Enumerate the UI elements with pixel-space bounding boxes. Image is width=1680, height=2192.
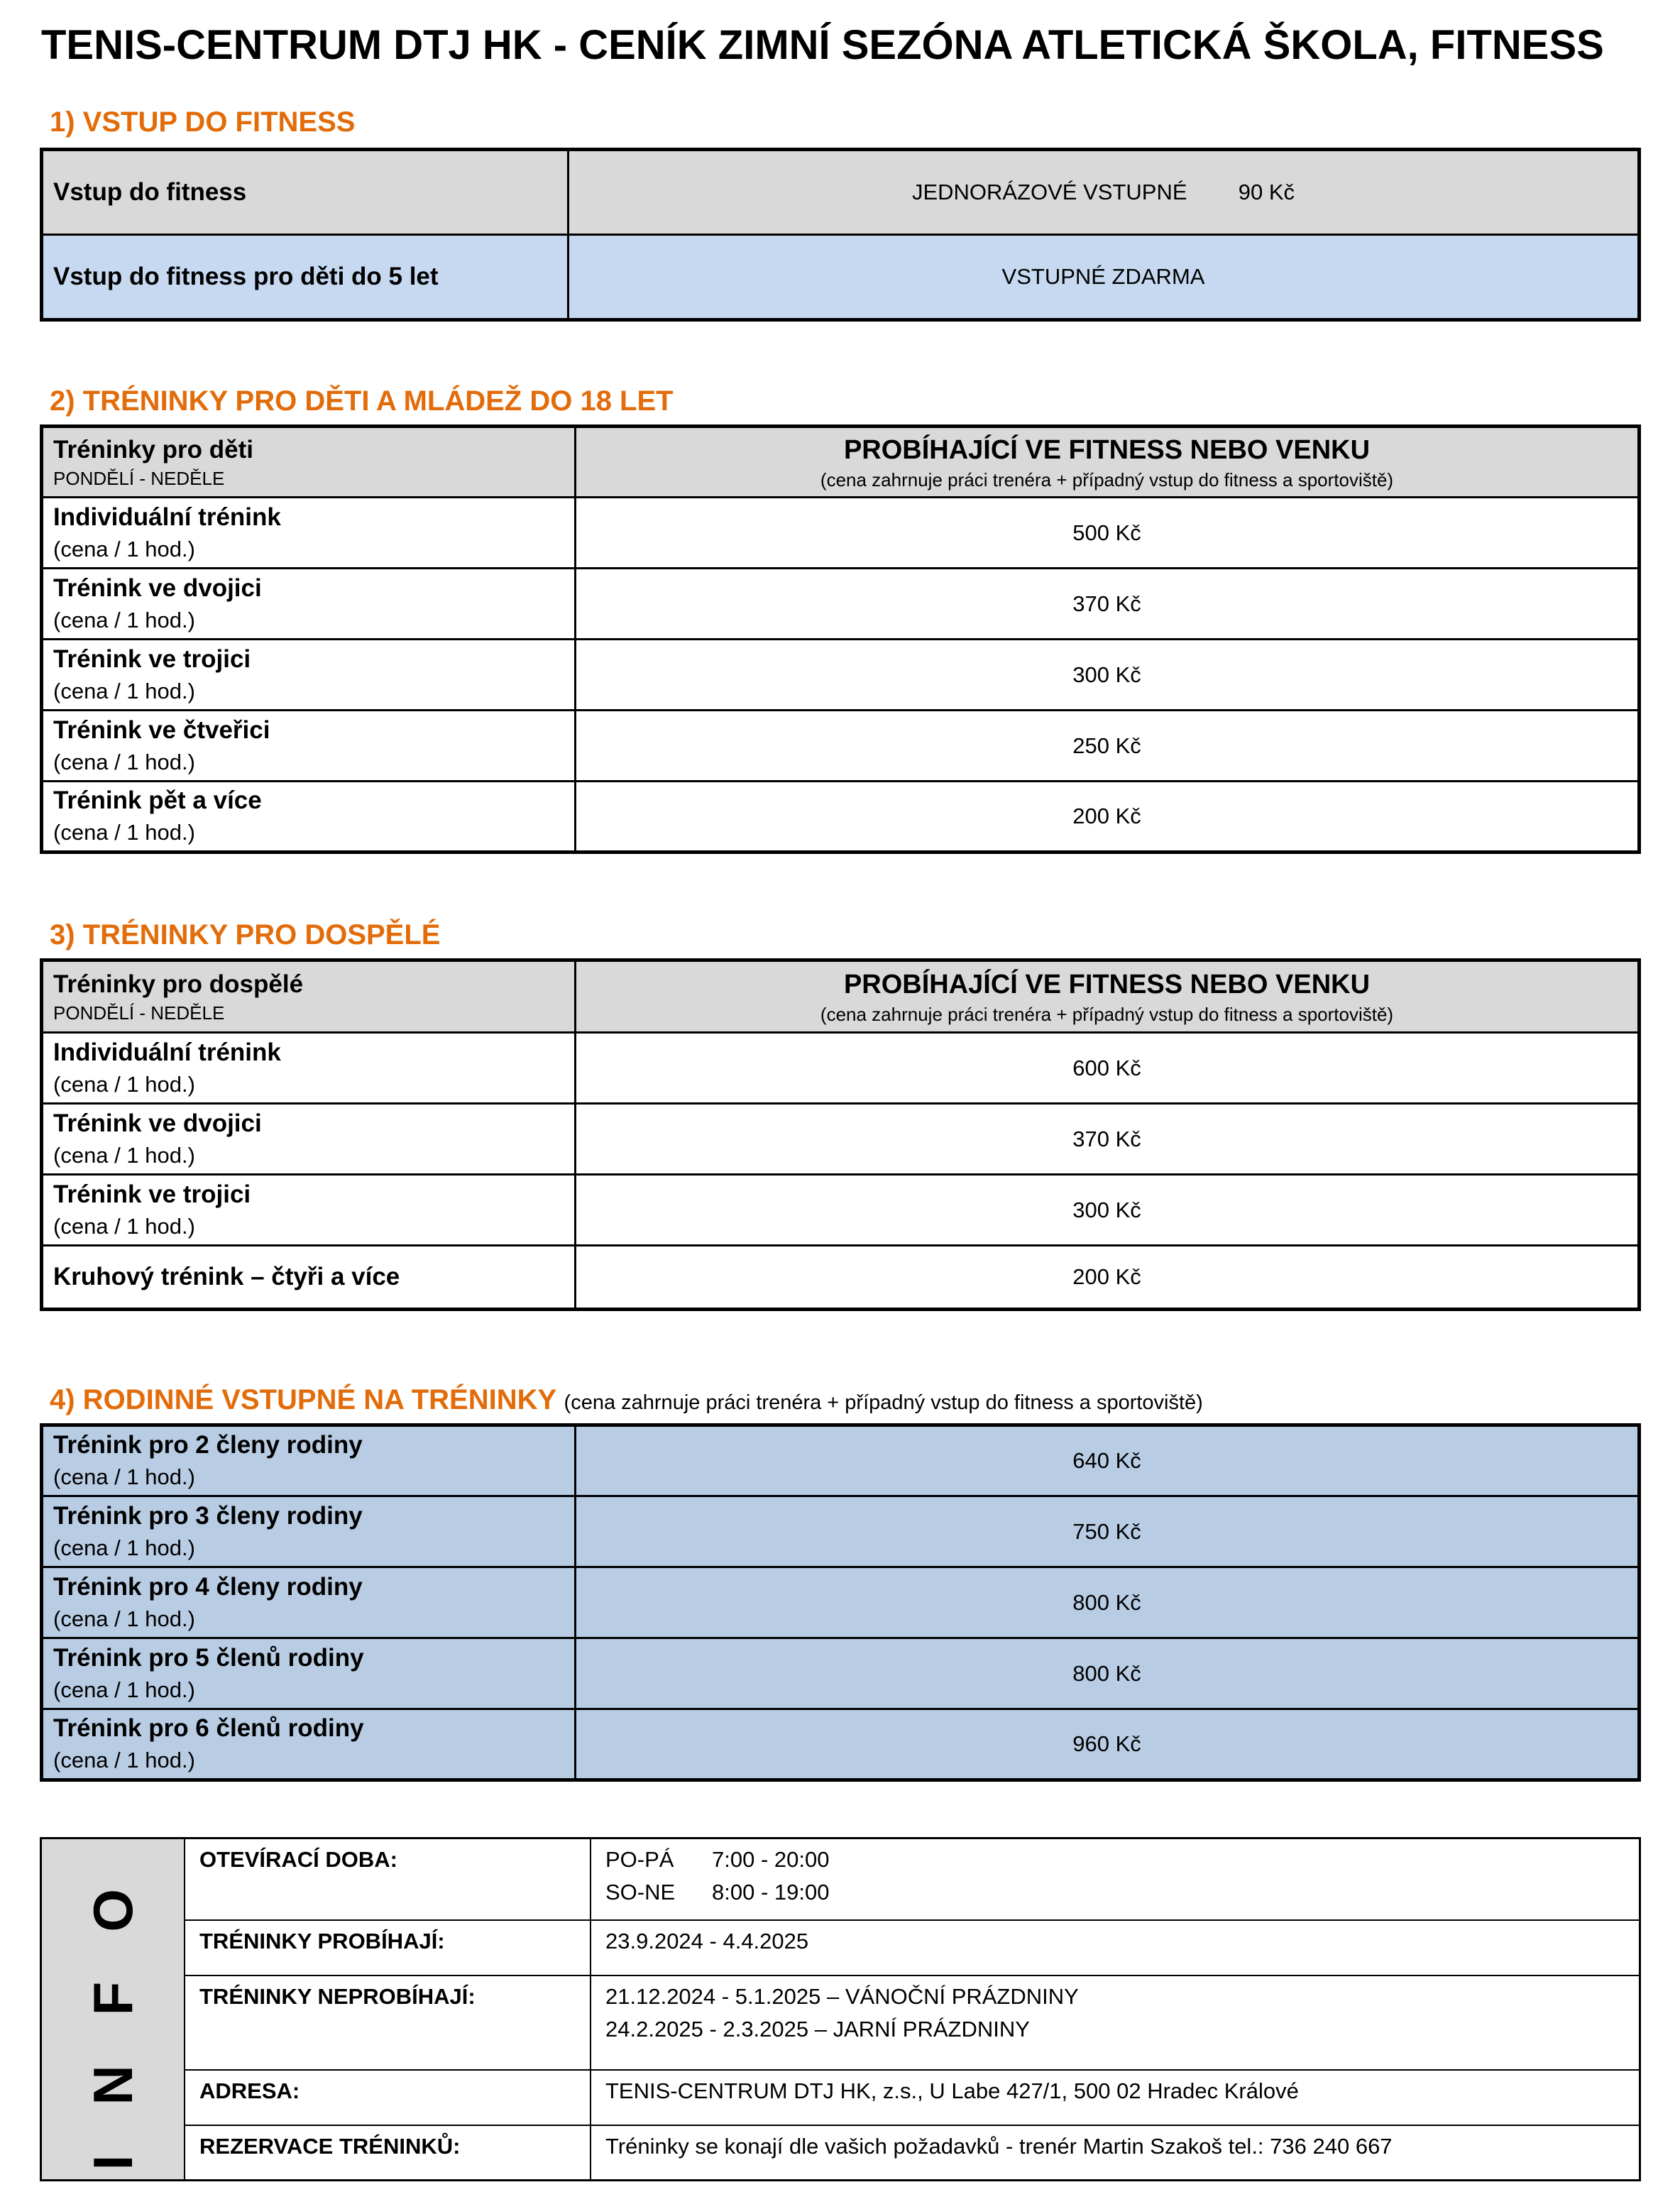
price-value: 800 Kč xyxy=(576,1638,1640,1709)
opening-hours: 8:00 - 19:00 xyxy=(712,1880,830,1905)
row-label: Trénink pět a více xyxy=(53,787,262,814)
row-sublabel: (cena / 1 hod.) xyxy=(53,536,195,561)
row-label: Kruhový trénink – čtyři a více xyxy=(42,1246,576,1310)
info-row-running xyxy=(41,1920,1640,1975)
table-row xyxy=(42,1246,1640,1310)
page-title: TENIS-CENTRUM DTJ HK - CENÍK ZIMNÍ SEZÓNA ATLETICKÁ ŠKOLA, FITNESS xyxy=(41,22,1604,68)
header-sublabel: PONDĚLÍ - NEDĚLE xyxy=(53,468,225,489)
section-heading-family xyxy=(50,1384,1203,1416)
info-value: 21.12.2024 - 5.1.2025 – VÁNOČNÍ PRÁZDNINY xyxy=(605,1984,1079,2010)
table-row xyxy=(42,1104,1640,1175)
price-cell xyxy=(569,150,1640,235)
info-side-label: INFO xyxy=(82,1839,144,2171)
price-value: 200 Kč xyxy=(576,782,1640,853)
info-key: TRÉNINKY NEPROBÍHAJÍ: xyxy=(185,1975,591,2069)
opening-days: PO-PÁ xyxy=(605,1847,674,1872)
row-label: Trénink pro 3 členy rodiny xyxy=(53,1501,363,1530)
row-label: Trénink ve dvojici xyxy=(53,574,262,602)
adult-training-table xyxy=(40,958,1641,1311)
header-note: (cena zahrnuje práci trenéra + případný vstup do fitness a sportoviště) xyxy=(820,469,1394,491)
table-header-row xyxy=(42,427,1640,498)
row-sublabel: (cena / 1 hod.) xyxy=(53,820,195,845)
table-row xyxy=(42,1425,1640,1496)
header-label: Tréninky pro děti xyxy=(53,436,253,464)
info-row-not-running xyxy=(41,1975,1640,2069)
info-value: 24.2.2025 - 2.3.2025 – JARNÍ PRÁZDNINY xyxy=(605,2017,1030,2042)
price-value: 500 Kč xyxy=(576,498,1640,569)
row-label: Vstup do fitness xyxy=(42,150,569,235)
header-label-cell xyxy=(42,427,576,498)
opening-hours: 7:00 - 20:00 xyxy=(712,1847,830,1872)
price-value: 370 Kč xyxy=(576,569,1640,640)
family-training-table xyxy=(40,1423,1641,1782)
price-value: 960 Kč xyxy=(576,1709,1640,1780)
table-row xyxy=(42,640,1640,711)
table-row xyxy=(42,711,1640,782)
table-row xyxy=(42,235,1640,320)
row-label: Trénink pro 4 členy rodiny xyxy=(53,1572,363,1601)
section-heading-children: 2) TRÉNINKY PRO DĚTI A MLÁDEŽ DO 18 LET xyxy=(50,385,674,417)
row-sublabel: (cena / 1 hod.) xyxy=(53,1071,195,1097)
header-note: (cena zahrnuje práci trenéra + případný vstup do fitness a sportoviště) xyxy=(820,1004,1394,1025)
table-row xyxy=(42,1709,1640,1780)
info-side-panel xyxy=(41,1838,185,2181)
table-row xyxy=(42,1496,1640,1567)
fitness-entry-table xyxy=(40,148,1641,322)
header-title-cell xyxy=(576,427,1640,498)
header-sublabel: PONDĚLÍ - NEDĚLE xyxy=(53,1002,225,1024)
row-label: Trénink pro 2 členy rodiny xyxy=(53,1431,363,1459)
row-label: Individuální trénink xyxy=(53,1038,281,1066)
table-header-row xyxy=(42,960,1640,1033)
row-label: Trénink pro 6 členů rodiny xyxy=(53,1714,364,1742)
table-row xyxy=(42,782,1640,853)
header-label-cell xyxy=(42,960,576,1033)
info-row-booking xyxy=(41,2125,1640,2181)
table-row xyxy=(42,1033,1640,1104)
opening-days: SO-NE xyxy=(605,1880,676,1905)
price-label: JEDNORÁZOVÉ VSTUPNÉ xyxy=(911,180,1187,204)
price-value: 300 Kč xyxy=(576,1175,1640,1246)
price-value: 640 Kč xyxy=(576,1425,1640,1496)
price-value: 750 Kč xyxy=(576,1496,1640,1567)
row-label: Vstup do fitness pro děti do 5 let xyxy=(42,235,569,320)
row-sublabel: (cena / 1 hod.) xyxy=(53,1748,195,1772)
row-sublabel: (cena / 1 hod.) xyxy=(53,1535,195,1560)
row-label: Trénink ve dvojici xyxy=(53,1109,262,1137)
table-row xyxy=(42,1567,1640,1638)
row-label: Trénink ve trojici xyxy=(53,645,251,673)
info-box xyxy=(40,1837,1641,2181)
row-sublabel: (cena / 1 hod.) xyxy=(53,1213,195,1239)
row-sublabel: (cena / 1 hod.) xyxy=(53,1464,195,1489)
row-label: Trénink ve čtveřici xyxy=(53,716,270,744)
header-title-cell xyxy=(576,960,1640,1033)
header-title: PROBÍHAJÍCÍ VE FITNESS NEBO VENKU xyxy=(843,435,1371,465)
table-row xyxy=(42,150,1640,235)
table-row xyxy=(42,1638,1640,1709)
info-value-opening xyxy=(591,1838,1640,1921)
info-value: Tréninky se konají dle vašich požadavků - trenér Martin Szakoš tel.: 736 240 667 xyxy=(591,2125,1640,2181)
price-value: 250 Kč xyxy=(576,711,1640,782)
price-value: 90 Kč xyxy=(1238,180,1295,204)
section-heading-adults: 3) TRÉNINKY PRO DOSPĚLÉ xyxy=(50,919,441,950)
row-label: Individuální trénink xyxy=(53,503,281,531)
info-value-not-running xyxy=(591,1975,1640,2069)
table-row xyxy=(42,1175,1640,1246)
info-value: 23.9.2024 - 4.4.2025 xyxy=(591,1920,1640,1975)
row-sublabel: (cena / 1 hod.) xyxy=(53,1142,195,1168)
info-row-address xyxy=(41,2070,1640,2125)
price-value: 370 Kč xyxy=(576,1104,1640,1175)
info-key: REZERVACE TRÉNINKŮ: xyxy=(185,2125,591,2181)
section-heading-family-title: 4) RODINNÉ VSTUPNÉ NA TRÉNINKY xyxy=(50,1384,556,1415)
row-sublabel: (cena / 1 hod.) xyxy=(53,1677,195,1702)
row-label: Trénink pro 5 členů rodiny xyxy=(53,1643,364,1672)
row-sublabel: (cena / 1 hod.) xyxy=(53,678,195,703)
price-value: 200 Kč xyxy=(576,1246,1640,1310)
price-value: 600 Kč xyxy=(576,1033,1640,1104)
info-key: TRÉNINKY PROBÍHAJÍ: xyxy=(185,1920,591,1975)
row-sublabel: (cena / 1 hod.) xyxy=(53,749,195,774)
header-label: Tréninky pro dospělé xyxy=(53,970,304,998)
info-key: OTEVÍRACÍ DOBA: xyxy=(185,1838,591,1921)
info-key: ADRESA: xyxy=(185,2070,591,2125)
section-heading-family-note: (cena zahrnuje práci trenéra + případný vstup do fitness a sportoviště) xyxy=(564,1391,1203,1414)
price-value: 300 Kč xyxy=(576,640,1640,711)
row-sublabel: (cena / 1 hod.) xyxy=(53,607,195,632)
price-value: VSTUPNÉ ZDARMA xyxy=(569,235,1640,320)
row-sublabel: (cena / 1 hod.) xyxy=(53,1606,195,1631)
children-training-table xyxy=(40,424,1641,854)
price-value: 800 Kč xyxy=(576,1567,1640,1638)
table-row xyxy=(42,569,1640,640)
header-title: PROBÍHAJÍCÍ VE FITNESS NEBO VENKU xyxy=(843,970,1371,999)
info-value: TENIS-CENTRUM DTJ HK, z.s., U Labe 427/1, 500 02 Hradec Králové xyxy=(591,2070,1640,2125)
row-label: Trénink ve trojici xyxy=(53,1180,251,1208)
section-heading-fitness: 1) VSTUP DO FITNESS xyxy=(50,106,356,138)
table-row xyxy=(42,498,1640,569)
info-row-opening xyxy=(41,1838,1640,1921)
